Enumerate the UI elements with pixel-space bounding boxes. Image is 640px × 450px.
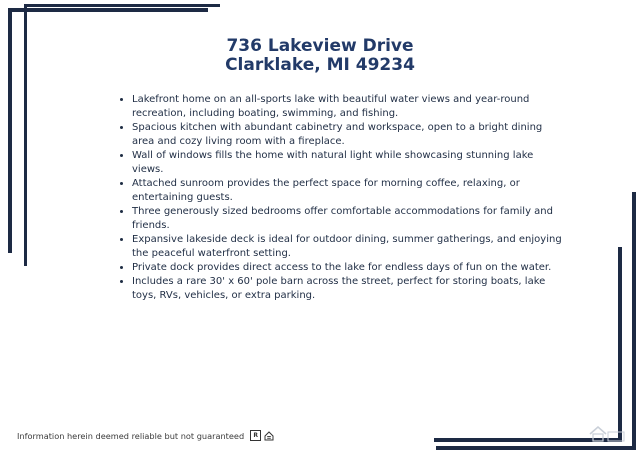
realtor-icon: R: [250, 430, 261, 441]
address-line-2: Clarklake, MI 49234: [225, 55, 415, 75]
feature-item: • Expansive lakeside deck is ideal for outdoor dining, summer gatherings, and enjoying the peaceful waterfront setting.: [132, 233, 562, 261]
corner-frame-bottom-right-outer: [436, 446, 636, 450]
feature-item: • Private dock provides direct access to the lake for endless days of fun on the water.: [132, 261, 562, 275]
realtor-equal-housing-logos: [250, 430, 274, 441]
feature-item: • Spacious kitchen with abundant cabinetry and workspace, open to a bright dining area and cozy living room with a fireplace.: [132, 121, 562, 149]
equal-housing-icon: [264, 431, 274, 441]
feature-item: • Wall of windows fills the home with natural light while showcasing stunning lake views.: [132, 149, 562, 177]
corner-frame-bottom-right-outer-vertical: [632, 192, 636, 450]
feature-item: • Attached sunroom provides the perfect space for morning coffee, relaxing, or entertaining guests.: [132, 177, 562, 205]
listing-title: [0, 37, 640, 75]
feature-item: • Includes a rare 30' x 60' pole barn across the street, perfect for storing boats, lake toys, RVs, vehicles, or extra parking.: [132, 275, 562, 303]
disclaimer-text: Information herein deemed reliable but not guaranteed: [17, 430, 245, 441]
mls-watermark-logo: [580, 424, 632, 446]
feature-list: [118, 93, 562, 303]
house-watermark-icon: [586, 424, 626, 442]
footer: [17, 430, 274, 441]
corner-frame-top-left-outer: [8, 8, 208, 12]
feature-item: • Three generously sized bedrooms offer comfortable accommodations for family and friends.: [132, 205, 562, 233]
corner-frame-bottom-right-inner-vertical: [618, 247, 622, 442]
address-line-1: 736 Lakeview Drive: [226, 36, 414, 56]
feature-item: • Lakefront home on an all-sports lake with beautiful water views and year-round recreation, including boating, swimming, and fishing.: [132, 93, 562, 121]
corner-frame-top-left-inner: [24, 4, 220, 7]
